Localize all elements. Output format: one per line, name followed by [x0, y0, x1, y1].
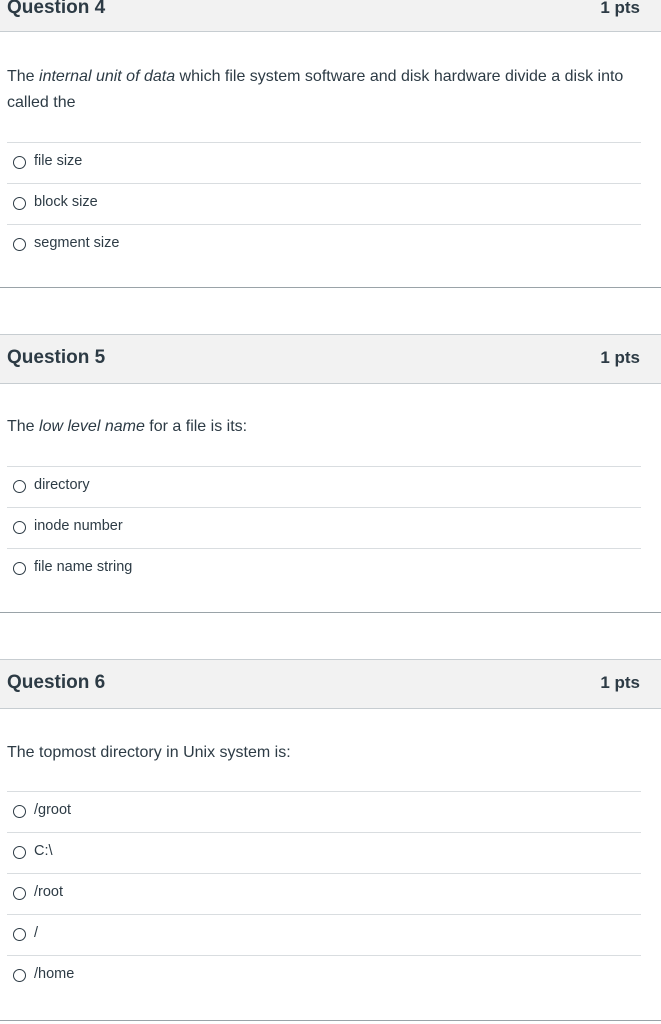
radio-button-icon[interactable] — [13, 197, 26, 210]
answer-label[interactable]: segment size — [34, 235, 120, 251]
radio-button-icon[interactable] — [13, 156, 26, 169]
radio-button-icon[interactable] — [13, 562, 26, 575]
answer-list — [7, 791, 641, 996]
question-header — [0, 659, 661, 709]
question-divider — [0, 612, 661, 613]
question-points: 1 pts — [600, 348, 640, 367]
answer-list — [7, 466, 641, 589]
radio-button-icon[interactable] — [13, 480, 26, 493]
answer-label[interactable]: block size — [34, 194, 98, 210]
answer-option[interactable] — [7, 507, 641, 548]
question-points: 1 pts — [600, 673, 640, 692]
radio-button-icon[interactable] — [13, 969, 26, 982]
answer-label[interactable]: inode number — [34, 518, 123, 534]
radio-button-icon[interactable] — [13, 887, 26, 900]
answer-label[interactable]: / — [34, 925, 39, 941]
radio-button-icon[interactable] — [13, 846, 26, 859]
answer-label[interactable]: file size — [34, 153, 83, 169]
answer-option[interactable] — [7, 548, 641, 589]
answer-option[interactable] — [7, 914, 641, 955]
emphasis-text: internal unit of data — [39, 68, 176, 85]
answer-option[interactable] — [7, 466, 641, 507]
question-text: The internal unit of data which file system software and disk hardware divide a disk into called the — [7, 68, 624, 111]
question-text: The low level name for a file is its: — [7, 418, 248, 435]
answer-option[interactable] — [7, 224, 641, 265]
answer-option[interactable] — [7, 955, 641, 996]
answer-label[interactable]: C:\ — [34, 843, 53, 859]
radio-button-icon[interactable] — [13, 521, 26, 534]
answer-label[interactable]: /root — [34, 884, 64, 900]
answer-option[interactable] — [7, 832, 641, 873]
radio-button-icon[interactable] — [13, 238, 26, 251]
answer-option[interactable] — [7, 142, 641, 183]
question-title: Question 4 — [7, 0, 106, 18]
answer-list — [7, 142, 641, 265]
answer-option[interactable] — [7, 791, 641, 832]
answer-label[interactable]: file name string — [34, 559, 133, 575]
answer-label[interactable]: /groot — [34, 802, 72, 818]
answer-option[interactable] — [7, 183, 641, 224]
radio-button-icon[interactable] — [13, 928, 26, 941]
question-points: 1 pts — [600, 0, 640, 17]
question-text: The topmost directory in Unix system is: — [7, 744, 291, 761]
question-header — [0, 0, 661, 32]
radio-button-icon[interactable] — [13, 805, 26, 818]
answer-option[interactable] — [7, 873, 641, 914]
question-divider — [0, 1020, 661, 1021]
emphasis-text: low level name — [39, 418, 145, 435]
question-title: Question 6 — [7, 672, 106, 693]
question-divider — [0, 287, 661, 288]
question-title: Question 5 — [7, 347, 106, 368]
question-header — [0, 334, 661, 384]
answer-label[interactable]: /home — [34, 966, 75, 982]
answer-label[interactable]: directory — [34, 477, 90, 493]
